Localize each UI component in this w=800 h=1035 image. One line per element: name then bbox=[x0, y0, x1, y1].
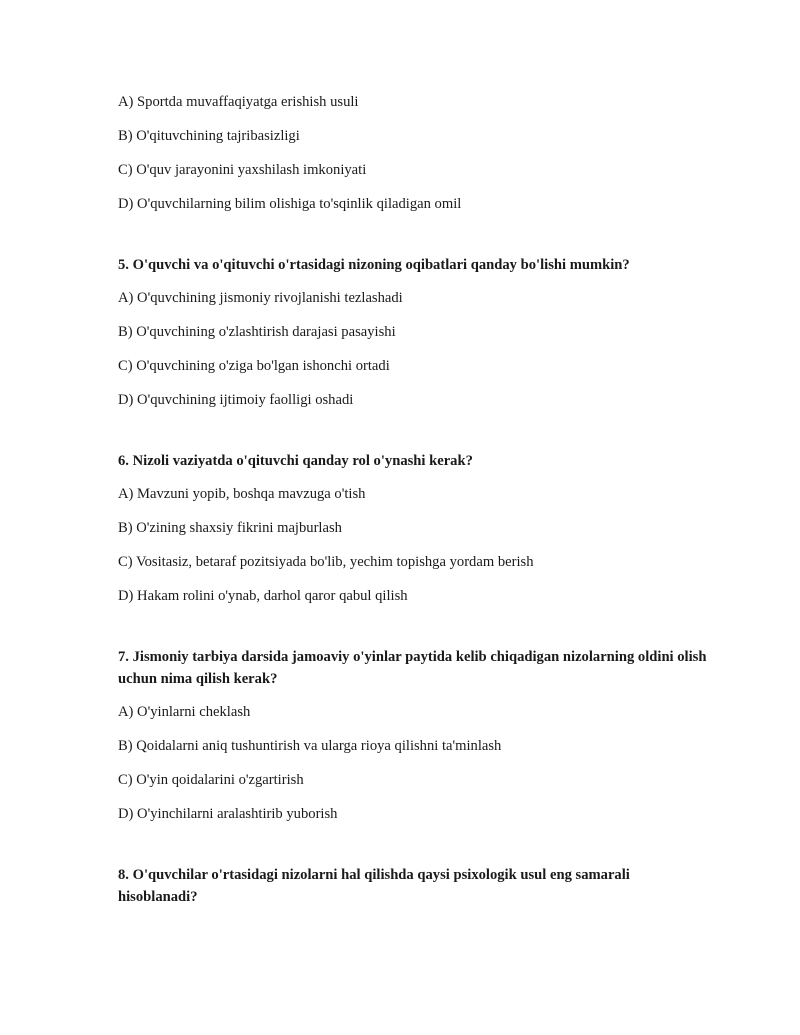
question-block-7 bbox=[118, 646, 708, 824]
option-item: A) O'yinlarni cheklash bbox=[118, 704, 251, 720]
option-item: C) O'quvchining o'ziga bo'lgan ishonchi ortadi bbox=[118, 358, 390, 374]
document-page bbox=[118, 92, 708, 920]
option-item: A) O'quvchining jismoniy rivojlanishi tezlashadi bbox=[118, 290, 403, 306]
option-item: B) O'qituvchining tajribasizligi bbox=[118, 128, 300, 144]
option-item: C) Vositasiz, betaraf pozitsiyada bo'lib, yechim topishga yordam berish bbox=[118, 554, 534, 570]
option-item: D) Hakam rolini o'ynab, darhol qaror qabul qilish bbox=[118, 588, 408, 604]
option-item: B) O'quvchining o'zlashtirish darajasi pasayishi bbox=[118, 324, 396, 340]
question-text: 7. Jismoniy tarbiya darsida jamoaviy o'yinlar paytida kelib chiqadigan nizolarning oldini olish uchun nima qilish kerak? bbox=[118, 649, 707, 687]
option-item: D) O'quvchining ijtimoiy faolligi oshadi bbox=[118, 392, 354, 408]
option-item: B) O'zining shaxsiy fikrini majburlash bbox=[118, 520, 342, 536]
question-block-5 bbox=[118, 254, 708, 410]
option-item: C) O'yin qoidalarini o'zgartirish bbox=[118, 772, 304, 788]
option-item: A) Sportda muvaffaqiyatga erishish usuli bbox=[118, 94, 359, 110]
option-item: C) O'quv jarayonini yaxshilash imkoniyati bbox=[118, 162, 367, 178]
question-block-6 bbox=[118, 450, 708, 606]
question-block-8 bbox=[118, 864, 708, 908]
question-text: 6. Nizoli vaziyatda o'qituvchi qanday rol o'ynashi kerak? bbox=[118, 453, 473, 469]
question-text: 8. O'quvchilar o'rtasidagi nizolarni hal qilishda qaysi psixologik usul eng samarali hisoblanadi? bbox=[118, 867, 630, 905]
option-item: D) O'quvchilarning bilim olishiga to'sqinlik qiladigan omil bbox=[118, 196, 462, 212]
option-item: A) Mavzuni yopib, boshqa mavzuga o'tish bbox=[118, 486, 366, 502]
option-item: B) Qoidalarni aniq tushuntirish va ularga rioya qilishni ta'minlash bbox=[118, 738, 502, 754]
option-item: D) O'yinchilarni aralashtirib yuborish bbox=[118, 806, 338, 822]
question-text: 5. O'quvchi va o'qituvchi o'rtasidagi nizoning oqibatlari qanday bo'lishi mumkin? bbox=[118, 257, 630, 273]
option-list-partial bbox=[118, 92, 708, 214]
